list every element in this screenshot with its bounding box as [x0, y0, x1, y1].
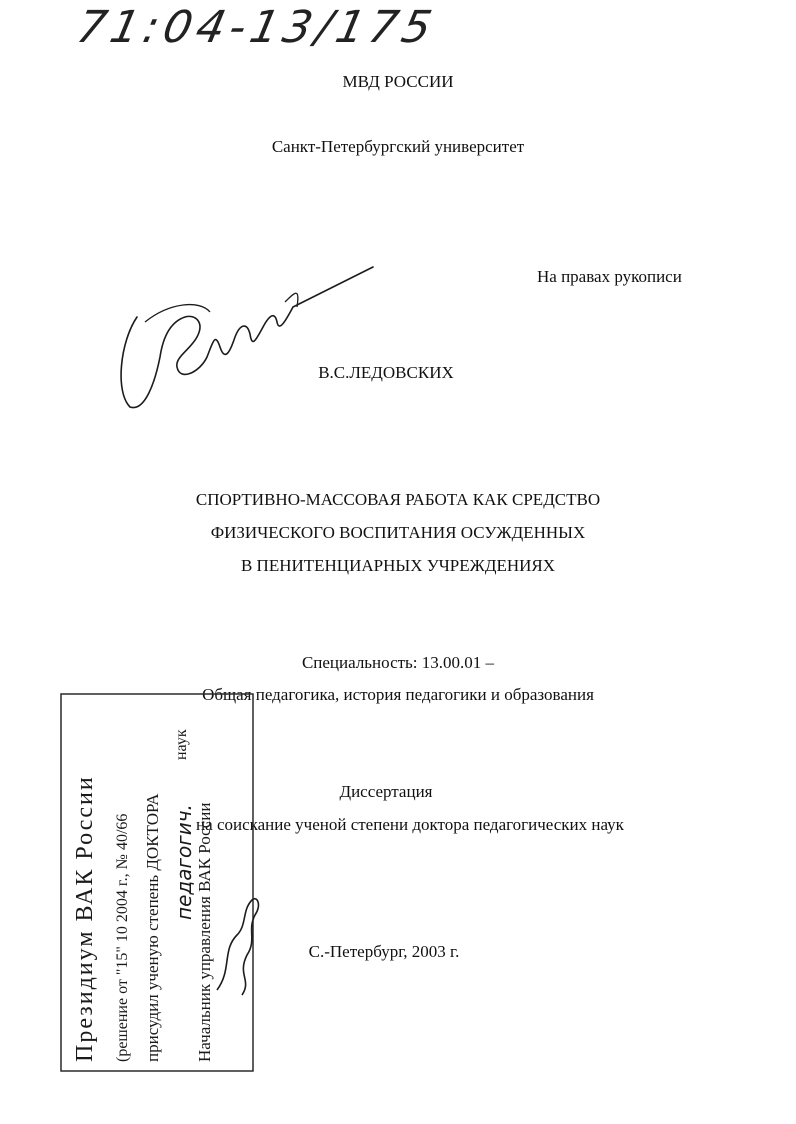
vak-stamp — [57, 690, 257, 1075]
title-line-2: ФИЗИЧЕСКОГО ВОСПИТАНИЯ ОСУЖДЕННЫХ — [210, 523, 586, 542]
author-name: В.С.ЛЕДОВСКИХ — [318, 363, 454, 382]
author-signature — [115, 262, 375, 412]
specialty-code: Специальность: 13.00.01 – — [301, 653, 495, 672]
stamp-line-degree-tail: наук — [173, 729, 190, 760]
stamp-line-degree: присудил ученую степень ДОКТОРА — [143, 793, 162, 1062]
place-year: С.-Петербург, 2003 г. — [308, 942, 460, 961]
manuscript-rights-note: На правах рукописи — [537, 267, 682, 286]
dissertation-type: Диссертация — [339, 782, 433, 801]
dissertation-purpose: на соискание ученой степени доктора педагогических наук — [196, 815, 624, 834]
archive-number: 71:04-13/175 — [72, 2, 441, 53]
stamp-line-presidium: Президиум ВАК России — [72, 775, 98, 1062]
stamp-signature — [207, 880, 267, 1000]
stamp-line-head: Начальник управления ВАК России — [195, 802, 214, 1062]
title-line-3: В ПЕНИТЕНЦИАРНЫХ УЧРЕЖДЕНИЯХ — [240, 556, 556, 575]
university-name: Санкт-Петербургский университет — [271, 137, 525, 156]
stamp-line-decision: (решение от "15" 10 2004 г., № 40/66 — [114, 813, 131, 1062]
ministry-heading: МВД РОССИИ — [342, 72, 454, 91]
specialty-name: Общая педагогика, история педагогики и образования — [202, 685, 594, 704]
title-line-1: СПОРТИВНО-МАССОВАЯ РАБОТА КАК СРЕДСТВО — [195, 490, 601, 509]
stamp-line-handwritten: педагогич. — [172, 804, 196, 920]
